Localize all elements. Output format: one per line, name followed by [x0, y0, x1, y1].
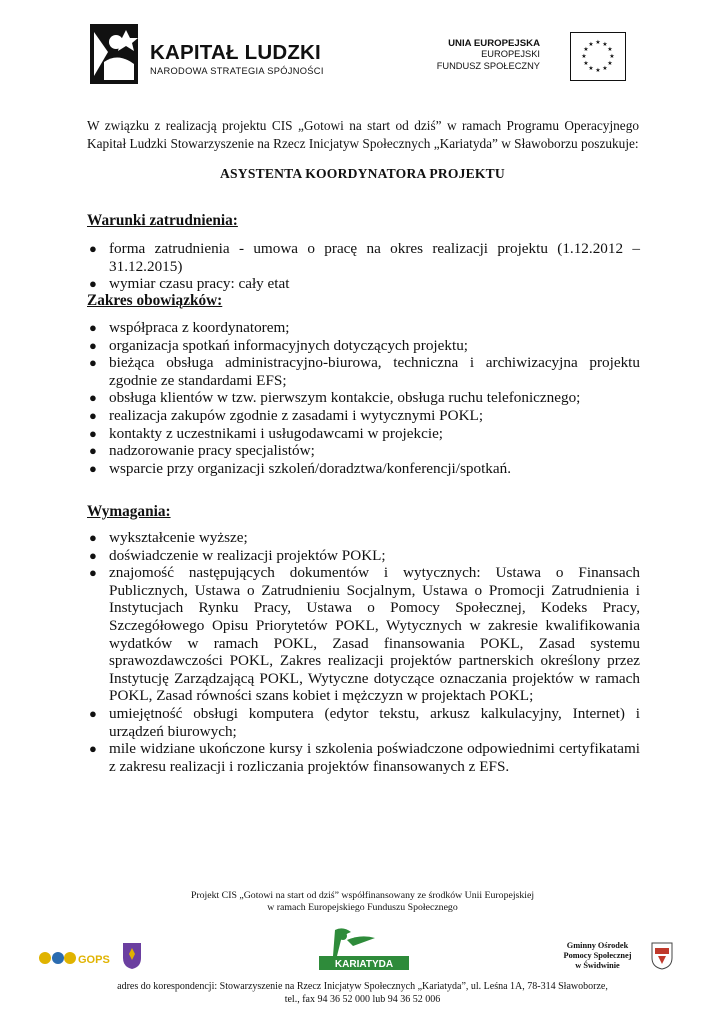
- list-item: ● bieżąca obsługa administracyjno-biurowa, techniczna i archiwizacyjna projektu zgodnie ze standardami EFS;: [89, 354, 640, 389]
- kapital-ludzki-logo: [86, 22, 324, 86]
- gops-swidwin-label: [555, 941, 640, 971]
- svg-text:★: ★: [607, 60, 613, 67]
- bullet-icon: ●: [89, 390, 97, 406]
- kariatyda-logo-icon: [313, 926, 413, 976]
- gops-swidwin-line-3: w Świdwinie: [575, 961, 620, 970]
- bullet-icon: ●: [89, 425, 97, 441]
- list-item: ● umiejętność obsługi komputera (edytor tekstu, arkusz kalkulacyjny, Internet) i urządzeń biurowych;: [89, 704, 640, 740]
- svg-text:★: ★: [588, 41, 594, 48]
- svg-text:★: ★: [595, 39, 601, 46]
- bullet-icon: ●: [89, 337, 97, 353]
- list-item: ● wymiar czasu pracy: cały etat: [89, 275, 290, 293]
- bullet-icon: ●: [89, 547, 97, 563]
- footer-address-line-1: adres do korespondencji: Stowarzyszenie na Rzecz Inicjatyw Społecznych „Kariatyda”, ul. Leśna 1A, 78-314 Sławoborze,: [117, 981, 608, 992]
- list-zakres: [87, 319, 640, 477]
- section-heading-wymagania: Wymagania:: [87, 503, 171, 520]
- svg-text:★: ★: [583, 60, 589, 67]
- eu-flag-icon: [570, 32, 626, 81]
- bullet-icon: ●: [89, 407, 97, 423]
- bullet-icon: ●: [89, 443, 97, 459]
- swidwin-coat-of-arms-icon: [651, 942, 673, 975]
- bullet-icon: ●: [89, 355, 97, 371]
- list-item: ● mile widziane ukończone kursy i szkolenia poświadczone odpowiednimi certyfikatami z zakresu realizacji i rozliczania projektów finansowanych z EFS.: [89, 740, 640, 775]
- list-item: ● nadzorowanie pracy specjalistów;: [89, 442, 315, 460]
- kapital-ludzki-title: KAPITAŁ LUDZKI: [150, 41, 321, 64]
- gops-swidwin-line-1: Gminny Ośrodek: [566, 941, 629, 950]
- list-item: ● realizacja zakupów zgodnie z zasadami i wytycznymi POKL;: [89, 406, 484, 424]
- svg-text:★: ★: [602, 41, 608, 48]
- document-title: ASYSTENTA KOORDYNATORA PROJEKTU: [220, 166, 505, 181]
- gops-swidwin-line-2: Pomocy Społecznej: [563, 951, 632, 960]
- intro-paragraph: W związku z realizacją projektu CIS „Gotowi na start od dziś” w ramach Programu Operacyjnego Kapitał Ludzki Stowarzyszenie na Rzecz Inicjatyw Społecznych „Kariatyda” w Sławoborzu poszukuje:: [87, 118, 639, 151]
- svg-text:★: ★: [595, 67, 601, 74]
- footer-project-line-2: w ramach Europejskiego Funduszu Społecznego: [267, 902, 458, 913]
- kariatyda-logo: [313, 926, 413, 981]
- list-item: ● znajomość następujących dokumentów i wytycznych: Ustawa o Finansach Publicznych, Ustawa o Zatrudnieniu Socjalnym, Ustawa o Promocji Zatrudnienia i Instytucjach Rynku Pracy, Ustawa o Pomocy Społecznej, Kodeks Pracy, Szczegółowego Opisu Priorytetów POKL, Wytycznych w zakresie kwalifikowania wydatków w ramach POKL, Zasad finansowania POKL, Zasad systemu sprawozdawczości POKL, Zakres realizacji projektów partnerskich określony przez Instytucję Zarządzającą POKL, Wytyczne dotyczące oznaczania projektów w ramach POKL, Zasad równości szans kobiet i mężczyzn w projektach POKL;: [89, 564, 640, 705]
- bullet-icon: ●: [89, 565, 97, 581]
- eu-text: [437, 38, 540, 72]
- bullet-icon: ●: [89, 320, 97, 335]
- svg-text:KARIATYDA: KARIATYDA: [334, 959, 394, 970]
- footer-project-line: Projekt CIS „Gotowi na start od dziś” współfinansowany ze środków Unii Europejskiej: [190, 890, 535, 901]
- eu-line-3: FUNDUSZ SPOŁECZNY: [436, 60, 540, 71]
- coat-of-arms-icon: [122, 942, 142, 975]
- list-item: ● wsparcie przy organizacji szkoleń/doradztwa/konferencji/spotkań.: [89, 459, 512, 477]
- list-item: ● doświadczenie w realizacji projektów POKL;: [89, 546, 386, 564]
- list-item: ● kontakty z uczestnikami i usługodawcami w projekcie;: [89, 424, 444, 442]
- eu-title: UNIA EUROPEJSKA: [448, 38, 540, 49]
- footer-address-line-2: tel., fax 94 36 52 000 lub 94 36 52 006: [284, 994, 441, 1005]
- bullet-icon: ●: [89, 276, 97, 292]
- list-item: ● organizacja spotkań informacyjnych dotyczących projektu;: [89, 336, 469, 354]
- list-item: ● wykształcenie wyższe;: [89, 529, 248, 546]
- bullet-icon: ●: [89, 705, 97, 721]
- bullet-icon: ●: [89, 530, 97, 545]
- list-warunki: [87, 240, 640, 293]
- svg-text:★: ★: [609, 53, 615, 60]
- list-item: ● obsługa klientów w tzw. pierwszym kontakcie, obsługa ruchu telefonicznego;: [89, 389, 581, 407]
- svg-text:★: ★: [583, 46, 589, 53]
- gops-logo-icon: [38, 946, 110, 970]
- kapital-ludzki-subtitle: NARODOWA STRATEGIA SPÓJNOŚCI: [150, 66, 324, 76]
- svg-text:★: ★: [581, 53, 587, 60]
- list-item: ● forma zatrudnienia - umowa o pracę na okres realizacji projektu (1.12.2012 – 31.12.2015): [89, 240, 640, 275]
- svg-text:★: ★: [588, 65, 594, 72]
- bullet-icon: ●: [89, 741, 97, 757]
- bullet-icon: ●: [89, 460, 97, 476]
- section-heading-warunki: Warunki zatrudnienia:: [87, 212, 238, 229]
- list-item: ● współpraca z koordynatorem;: [89, 319, 290, 336]
- svg-text:★: ★: [607, 46, 613, 53]
- svg-text:★: ★: [602, 65, 608, 72]
- list-wymagania: [87, 529, 640, 775]
- gops-logo: [38, 946, 110, 975]
- eu-line-2: EUROPEJSKI: [481, 49, 540, 60]
- kapital-ludzki-emblem-icon: [86, 22, 142, 86]
- bullet-icon: ●: [89, 241, 97, 256]
- eu-logo: [436, 32, 626, 82]
- section-heading-zakres: Zakres obowiązków:: [87, 292, 223, 309]
- svg-text:GOPS: GOPS: [78, 954, 110, 966]
